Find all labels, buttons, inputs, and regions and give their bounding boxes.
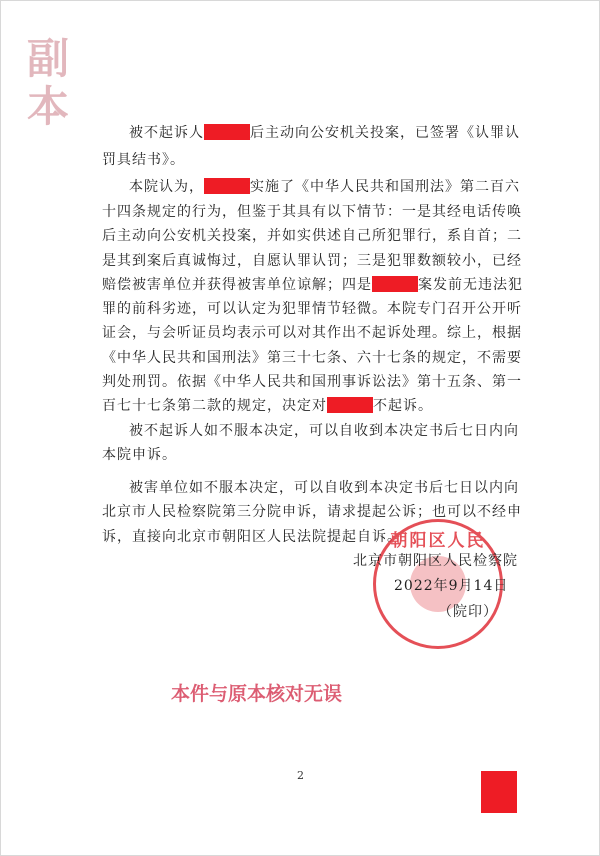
text-line (102, 203, 522, 221)
text-segment: 后主动向公安机关投案，并如实供述自己所犯罪行，系自首；二 (102, 228, 522, 244)
text-line (102, 503, 522, 521)
text-segment: 实施了《中华人民共和国刑法》第二百六 (250, 179, 520, 195)
text-segment: 不起诉。 (373, 398, 433, 414)
seal-text: 朝阳区人民 (390, 531, 486, 551)
signature-org: 北京市朝阳区人民检察院 (353, 553, 518, 569)
text-line (129, 422, 519, 440)
text-segment: 罚具结书》。 (102, 152, 185, 168)
text-segment: 后主动向公安机关投案，已签署《认罪认 (250, 125, 520, 141)
copy-mark-stamp: 副 本 (27, 34, 70, 131)
text-segment: 是其到案后真诚悔过，自愿认罪认罚；三是犯罪数额较小，已经 (102, 253, 522, 269)
page-number: 2 (297, 769, 304, 782)
text-segment: 被不起诉人如不服本决定，可以自收到本决定书后七日内向 (129, 423, 519, 439)
text-line (102, 252, 522, 270)
text-line (129, 178, 520, 196)
text-line (102, 397, 512, 415)
seal-note: （院印） (438, 604, 498, 620)
text-segment: 诉，直接向北京市朝阳区人民法院提起自诉。 (102, 529, 402, 545)
redaction-box (204, 124, 250, 140)
redaction-block (481, 771, 517, 813)
text-segment: 本院申诉。 (102, 447, 177, 463)
signature-date: 2022年9月14日 (394, 578, 509, 594)
text-line (102, 276, 523, 294)
text-line (102, 300, 522, 318)
text-segment: 证会，与会听证员均表示可以对其作出不起诉处理。综上，根据 (102, 325, 522, 341)
text-line (102, 227, 522, 245)
redaction-box (327, 397, 373, 413)
text-line (102, 446, 512, 464)
text-segment: 赔偿被害单位并获得被害单位谅解；四是 (102, 277, 372, 293)
text-segment: 判处刑罚。依据《中华人民共和国刑事诉讼法》第十五条、第一 (102, 374, 522, 390)
text-line (129, 479, 519, 497)
text-segment: 百七十七条第二款的规定，决定对 (102, 398, 327, 414)
verification-stamp: 本件与原本核对无误 (171, 683, 343, 705)
text-segment: 案发前无违法犯 (418, 277, 523, 293)
text-line (102, 151, 512, 169)
text-segment: 十四条规定的行为，但鉴于其具有以下情节：一是其经电话传唤 (102, 204, 522, 220)
text-segment: 罪的前科劣迹，可以认定为犯罪情节轻微。本院专门召开公开听 (102, 301, 522, 317)
text-segment: 被不起诉人 (129, 125, 204, 141)
text-segment: 本院认为， (129, 179, 204, 195)
redaction-box (204, 178, 250, 194)
text-line (102, 373, 522, 391)
text-segment: 被害单位如不服本决定，可以自收到本决定书后七日以内向 (129, 480, 519, 496)
redaction-box (372, 276, 418, 292)
text-segment: 《中华人民共和国刑法》第三十七条、六十七条的规定，不需要 (102, 350, 522, 366)
text-line (102, 324, 522, 342)
text-line (129, 124, 520, 142)
text-line (102, 349, 522, 367)
text-segment: 北京市人民检察院第三分院申诉，请求提起公诉；也可以不经申 (102, 504, 522, 520)
